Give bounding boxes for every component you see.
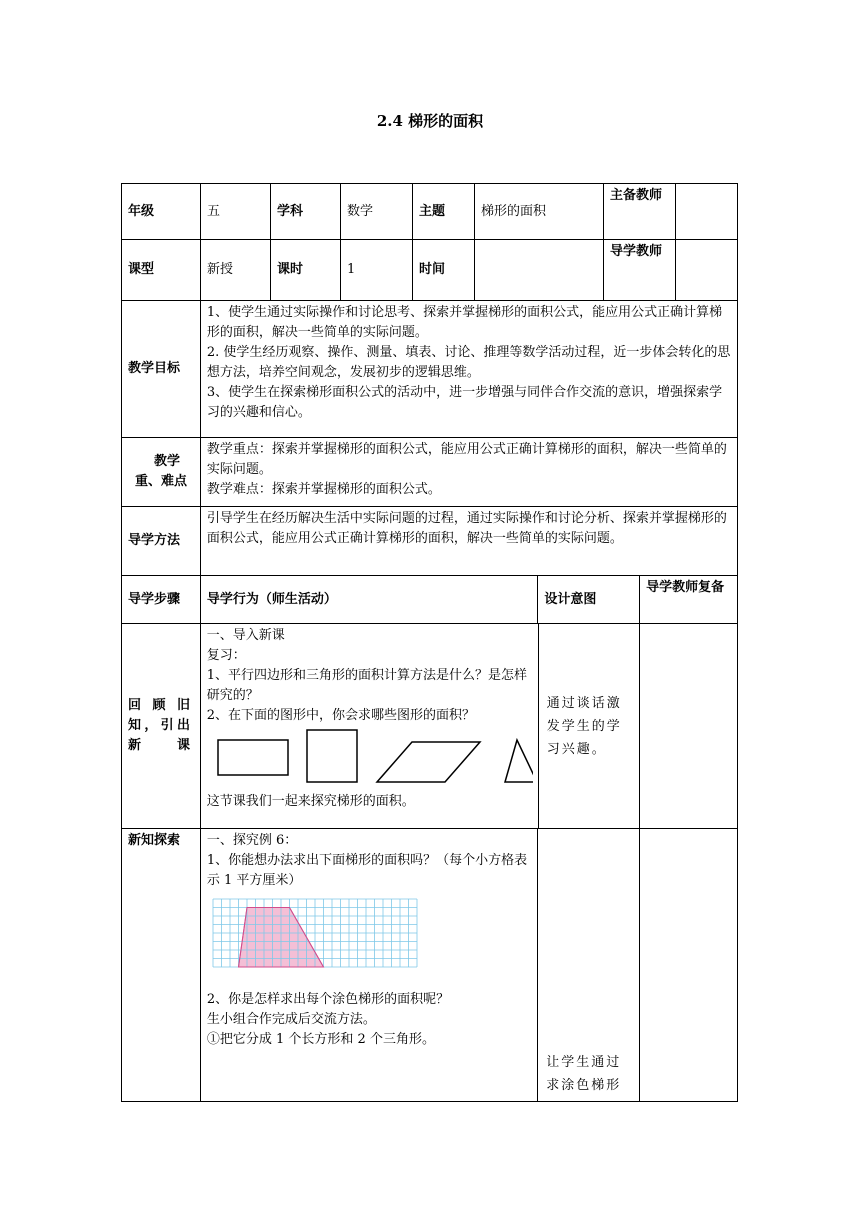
section-review-notes bbox=[640, 624, 738, 828]
trapezoid-grid-figure bbox=[211, 897, 531, 982]
method-label: 导学方法 bbox=[122, 507, 201, 575]
section-review-row bbox=[121, 623, 738, 828]
rectangle-shape bbox=[218, 740, 288, 775]
objective-item: 3、使学生在探索梯形面积公式的活动中，进一步增强与同伴合作交流的意识，增强探索学习的兴趣和信心。 bbox=[206, 385, 723, 420]
section-explore-row bbox=[121, 828, 738, 1102]
periods-value: 1 bbox=[341, 240, 413, 300]
trapezoid-grid-svg bbox=[211, 897, 423, 975]
section-review-intent: 通过谈话激发学生的学习兴趣。 bbox=[539, 624, 641, 828]
section-explore-intent: 让学生通过求涂色梯形 bbox=[538, 829, 640, 1101]
section-review-label: 回顾旧知，引出新课 bbox=[122, 624, 201, 828]
activity-line: 2、你是怎样求出每个涂色梯形的面积呢？ bbox=[206, 992, 450, 1007]
topic-value: 梯形的面积 bbox=[475, 184, 604, 239]
header-row-1 bbox=[121, 183, 738, 239]
lesson-type-label: 课型 bbox=[122, 240, 201, 300]
section-explore-notes bbox=[640, 829, 738, 1101]
activity-line: 1、你能想办法求出下面梯形的面积吗？（每个小方格表示 1 平方厘米） bbox=[206, 853, 528, 888]
teaching-focus: 教学重点：探索并掌握梯形的面积公式，能应用公式正确计算梯形的面积，解决一些简单的实际问题。 bbox=[206, 442, 727, 477]
guide-teacher-value bbox=[676, 240, 738, 300]
grade-value: 五 bbox=[201, 184, 271, 239]
activity-line: ①把它分成 1 个长方形和 2 个三角形。 bbox=[206, 1032, 435, 1047]
time-label: 时间 bbox=[413, 240, 475, 300]
parallelogram-shape bbox=[377, 742, 480, 782]
intent-header: 设计意图 bbox=[538, 576, 640, 623]
activity-closing: 这节课我们一起来探究梯形的面积。 bbox=[206, 794, 415, 809]
square-shape bbox=[307, 730, 357, 782]
document-title: 2.4 梯形的面积 bbox=[376, 112, 484, 130]
keypoints-content bbox=[201, 438, 738, 506]
activity-line: 1、平行四边形和三角形的面积计算方法是什么？是怎样研究的？ bbox=[206, 668, 527, 703]
subject-value: 数学 bbox=[341, 184, 413, 239]
teaching-difficulty: 教学难点：探索并掌握梯形的面积公式。 bbox=[206, 482, 441, 497]
lesson-plan-table bbox=[121, 183, 738, 1102]
activity-line: 复习： bbox=[206, 648, 246, 663]
method-content: 引导学生在经历解决生活中实际问题的过程，通过实际操作和讨论分析、探索并掌握梯形的面积公式，能应用公式正确计算梯形的面积，解决一些简单的实际问题。 bbox=[201, 507, 738, 575]
steps-header-row bbox=[121, 575, 738, 623]
method-row bbox=[121, 506, 738, 575]
review-header: 导学教师复备 bbox=[640, 576, 738, 623]
objective-item: 2. 使学生经历观察、操作、测量、填表、讨论、推理等数学活动过程，近一步体会转化的思想方法，培养空间观念，发展初步的逻辑思维。 bbox=[206, 345, 731, 380]
activity-line: 一、导入新课 bbox=[206, 628, 285, 643]
objectives-row bbox=[121, 300, 738, 437]
objectives-label: 教学目标 bbox=[122, 301, 201, 437]
subject-label: 学科 bbox=[271, 184, 341, 239]
main-teacher-label: 主备教师 bbox=[604, 184, 676, 239]
activity-line: 2、在下面的图形中，你会求哪些图形的面积？ bbox=[206, 708, 475, 723]
triangle-shape bbox=[505, 740, 533, 782]
section-explore-label: 新知探索 bbox=[122, 829, 201, 1101]
periods-label: 课时 bbox=[271, 240, 341, 300]
review-shapes-figure bbox=[207, 726, 533, 788]
lesson-type-value: 新授 bbox=[201, 240, 271, 300]
header-row-2 bbox=[121, 239, 738, 300]
activity-line: 一、探究例 6： bbox=[206, 833, 298, 848]
guide-teacher-label: 导学教师 bbox=[604, 240, 676, 300]
topic-label: 主题 bbox=[413, 184, 475, 239]
time-value bbox=[475, 240, 604, 300]
grade-label: 年级 bbox=[122, 184, 201, 239]
keypoints-row bbox=[121, 437, 738, 506]
objectives-content bbox=[201, 301, 738, 437]
main-teacher-value bbox=[676, 184, 738, 239]
keypoints-label: 教学 重、难点 bbox=[122, 438, 201, 506]
section-explore-activity bbox=[201, 829, 538, 1101]
section-review-activity bbox=[201, 624, 539, 828]
activity-header: 导学行为（师生活动） bbox=[201, 576, 538, 623]
step-header: 导学步骤 bbox=[122, 576, 201, 623]
activity-line: 生小组合作完成后交流方法。 bbox=[206, 1012, 376, 1027]
objective-item: 1、使学生通过实际操作和讨论思考、探索并掌握梯形的面积公式，能应用公式正确计算梯形的面积，解决一些简单的实际问题。 bbox=[206, 305, 723, 340]
